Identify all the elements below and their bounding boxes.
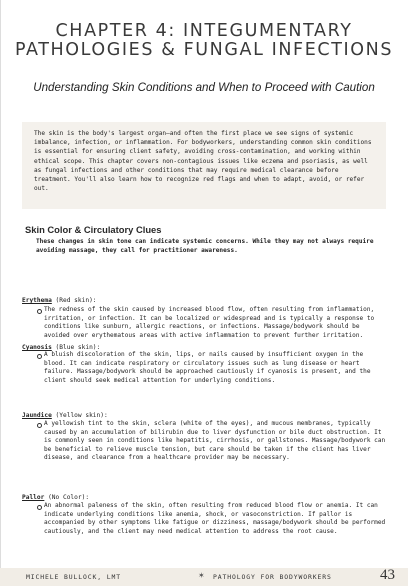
- footer-book-title: PATHOLOGY FOR BODYWORKERS: [213, 573, 332, 581]
- term-name: Pallor: [22, 494, 45, 501]
- bullet-icon: [37, 309, 42, 314]
- term-qualifier: (Yellow skin):: [51, 412, 108, 419]
- term-description-jaundice: A yellowish tint to the skin, sclera (white of the eyes), and mucous membranes, typically caused by an accumulation of bilirubin due to liver dysfunction or bile duct obstruction. It is commonly seen in conditions like hepatitis, cirrhosis, or gallstones. Massage/bodywork can be beneficial to relieve muscle tension, but care should be taken if the client has liver disease, and clearance from a healthcare provider may be necessary.: [44, 420, 386, 462]
- term-heading-erythema: [22, 297, 97, 306]
- term-qualifier: (Red skin):: [51, 297, 97, 304]
- page-number: 43: [380, 567, 395, 583]
- term-name: Jaundice: [22, 412, 52, 419]
- section-lead: These changes in skin tone can indicate systemic concerns. While they may not always require avoiding massage, they call for practitioner awareness.: [36, 238, 374, 254]
- bullet-icon: [37, 354, 42, 359]
- section-heading: Skin Color & Circulatory Clues: [25, 224, 162, 235]
- term-qualifier: (No Color):: [44, 494, 90, 501]
- term-description-erythema: The redness of the skin caused by increased blood flow, often resulting from inflammation, irritation, or infection. It can be localized or widespread and is typically a response to conditions like sunburn, allergic reactions, or infections. Massage/bodywork should be avoided over erythematous areas with active inflammation to prevent further irritation.: [44, 306, 375, 339]
- chapter-subtitle: Understanding Skin Conditions and When to Proceed with Caution: [33, 81, 375, 94]
- term-description-pallor: An abnormal paleness of the skin, often resulting from reduced blood flow or anemia. It can indicate underlying conditions like anemia, shock, or vasoconstriction. If pallor is accompanied by other symptoms like fatigue or dizziness, massage/bodywork should be performed cautiously, and the client may need medical attention to address the root cause.: [44, 502, 386, 535]
- bullet-icon: [37, 505, 42, 510]
- chapter-title: CHAPTER 4: INTEGUMENTARY PATHOLOGIES & FUNGAL INFECTIONS: [14, 21, 394, 60]
- footer-author: MICHELE BULLOCK, LMT: [26, 573, 121, 581]
- star-icon: ✶: [198, 571, 205, 580]
- term-name: Erythema: [22, 297, 52, 304]
- intro-paragraph: The skin is the body's largest organ—and often the first place we see signs of systemic imbalance, infection, or inflammation. For bodyworkers, understanding common skin conditions is essential for ensuring client safety, avoiding cross-contamination, and working within ethical scope. This chapter covers non-contagious issues like eczema and psoriasis, as well as fungal infections and other conditions that may require medical clearance before treatment. You'll also learn how to recognize red flags and when to adapt, avoid, or refer out.: [34, 130, 372, 193]
- term-qualifier: (Blue skin):: [51, 344, 101, 351]
- term-description-cyanosis: A bluish discoloration of the skin, lips, or nails caused by insufficient oxygen in the blood. It can indicate respiratory or circulatory issues such as lung disease or heart failure. Massage/bodywork should be approached cautiously if cyanosis is present, and the client should seek medical attention for underlying conditions.: [44, 351, 371, 384]
- term-name: Cyanosis: [22, 344, 52, 351]
- bullet-icon: [37, 423, 42, 428]
